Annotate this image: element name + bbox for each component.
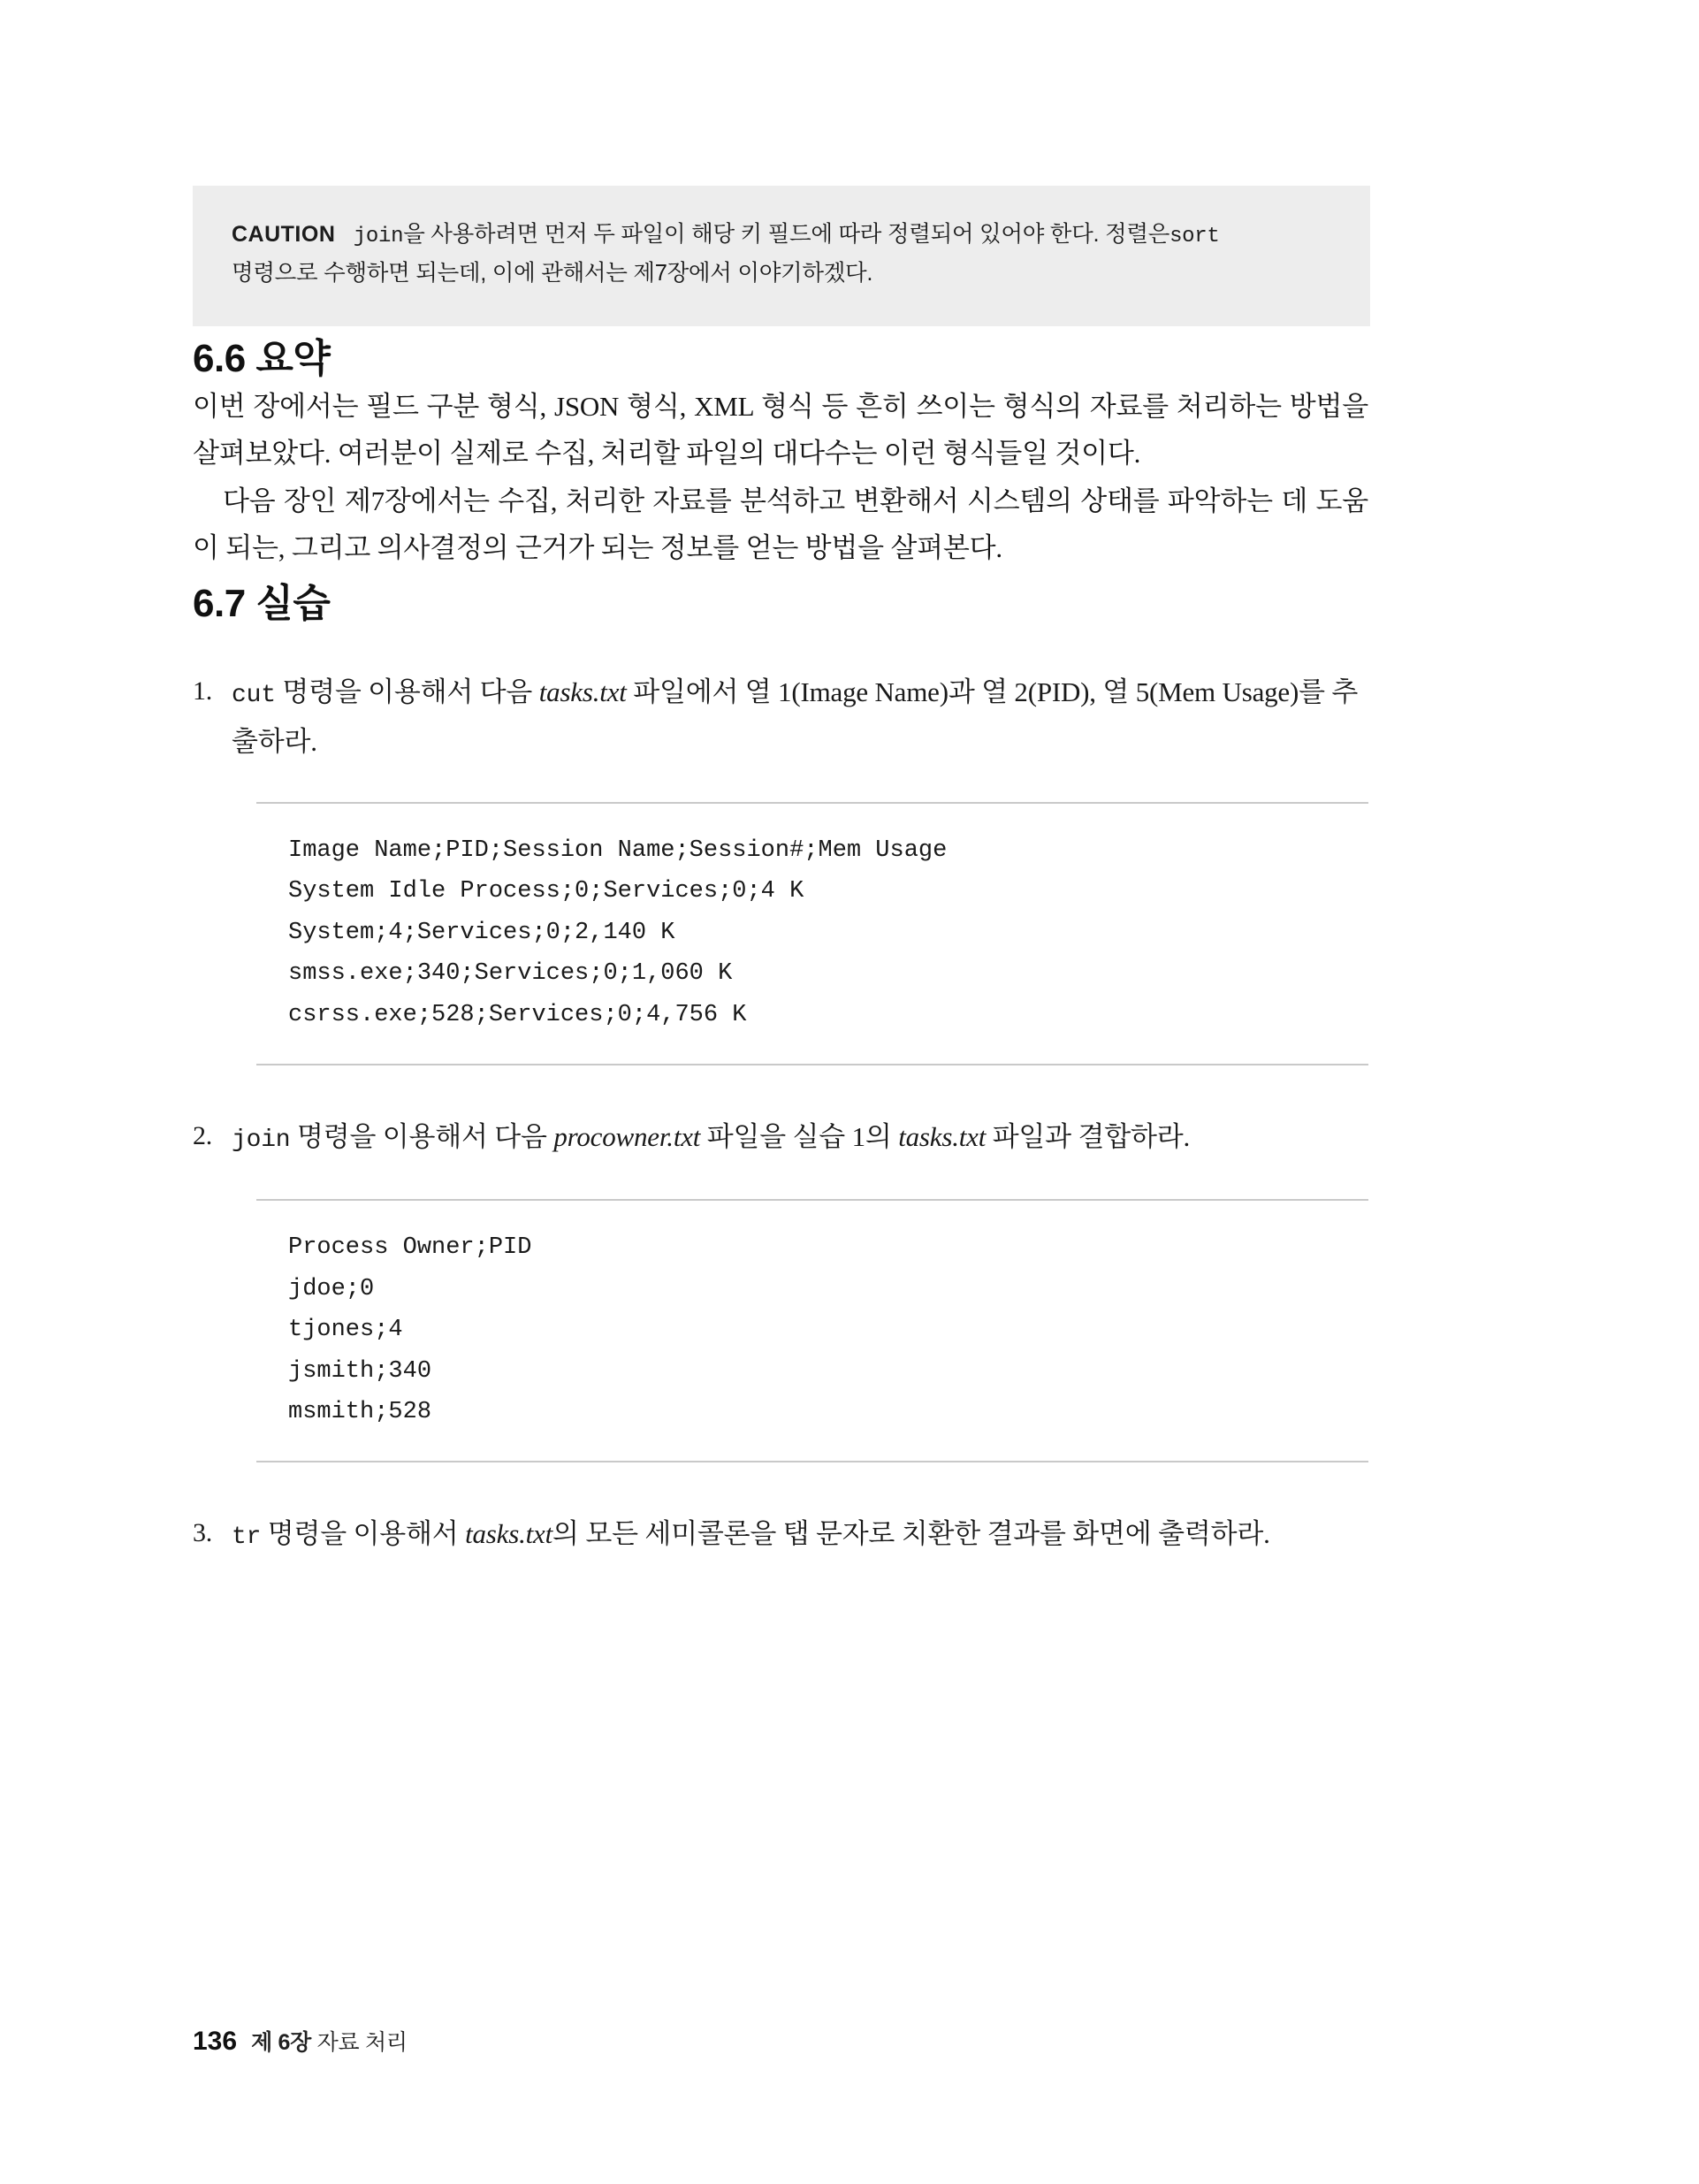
summary-paragraph-2: 다음 장인 제7장에서는 수집, 처리한 자료를 분석하고 변환해서 시스템의 상태를 파악하는 데 도움이 되는, 그리고 의사결정의 근거가 되는 정보를 얻는 방법을 살펴본다. [193, 485, 1368, 564]
exercise-1-command: cut [232, 682, 276, 710]
exercise-2-filename: procowner.txt [553, 1121, 701, 1153]
code-line: System Idle Process;0;Services;0;4 K [288, 878, 804, 905]
code-line: Process Owner;PID [288, 1234, 532, 1262]
exercise-2-text-a: 명령을 이용해서 다음 [290, 1121, 554, 1153]
code-block-procowner-txt [256, 1199, 1368, 1462]
caution-text-part1: 을 사용하려면 먼저 두 파일이 해당 키 필드에 따라 정렬되어 있어야 한다. 정렬은 [403, 222, 1170, 247]
exercise-number-3: 3. [193, 1518, 213, 1548]
exercise-1-text-a: 명령을 이용해서 다음 [275, 676, 539, 708]
caution-text-continued: 명령으로 수행하면 되는데, 이에 관해서는 제7장에서 이야기하겠다. [232, 261, 873, 286]
exercise-number-1: 1. [193, 676, 213, 706]
code-line: msmith;528 [288, 1398, 432, 1425]
exercise-2-filename-2: tasks.txt [898, 1121, 987, 1153]
code-line: tjones;4 [288, 1317, 403, 1344]
footer-chapter-name: 자료 처리 [316, 2030, 408, 2055]
summary-paragraph-1: 이번 장에서는 필드 구분 형식, JSON 형식, XML 형식 등 흔히 쓰이는 형식의 자료를 처리하는 방법을 살펴보았다. 여러분이 실제로 수집, 처리할 파일의 대다수는 이런 형식들일 것이다. [193, 391, 1368, 470]
page-number: 136 [193, 2027, 238, 2056]
heading-exercises: 6.7 실습 [193, 582, 331, 626]
heading-summary: 6.6 요약 [193, 337, 331, 381]
list-item [193, 1510, 1368, 1559]
exercise-list [193, 668, 1368, 1559]
list-item [193, 668, 1368, 764]
exercise-text-1 [232, 668, 1368, 764]
caution-text [232, 216, 1331, 255]
caution-command-sort: sort [1169, 225, 1220, 248]
code-line: csrss.exe;528;Services;0;4,756 K [288, 1001, 747, 1028]
exercise-3-filename: tasks.txt [465, 1518, 553, 1550]
caution-callout [193, 186, 1370, 326]
exercise-2-text-c: 파일과 결합하라. [986, 1121, 1191, 1153]
exercise-3-command: tr [232, 1523, 262, 1552]
code-line: jsmith;340 [288, 1357, 432, 1385]
exercise-2-text-b: 파일을 실습 1의 [700, 1121, 899, 1153]
spacer [193, 1065, 1368, 1113]
exercise-2-command: join [232, 1126, 291, 1155]
exercise-text-3 [232, 1510, 1368, 1559]
footer-chapter-title [251, 2025, 408, 2057]
code-line: smss.exe;340;Services;0;1,060 K [288, 960, 733, 988]
exercise-text-2 [232, 1113, 1368, 1162]
code-line: System;4;Services;0;2,140 K [288, 919, 675, 946]
page-content [193, 0, 1368, 1560]
list-item [193, 1113, 1368, 1162]
exercise-1-filename: tasks.txt [538, 676, 627, 708]
code-block-tasks-txt [256, 802, 1368, 1065]
caution-command-join: join [353, 225, 404, 248]
page-footer [193, 2025, 408, 2057]
exercise-3-text-b: 의 모든 세미콜론을 탭 문자로 치환한 결과를 화면에 출력하라. [552, 1518, 1270, 1550]
exercise-number-2: 2. [193, 1121, 213, 1151]
code-line: jdoe;0 [288, 1275, 375, 1302]
code-line: Image Name;PID;Session Name;Session#;Mem Usage [288, 836, 948, 864]
spacer [193, 1462, 1368, 1510]
footer-chapter-label: 제 6장 [251, 2030, 312, 2055]
exercise-1-text-b: 파일에서 열 1(Image Name)과 열 2(PID), 열 5(Mem Usage)를 추출하라. [232, 676, 1359, 757]
exercise-3-text-a: 명령을 이용해서 [261, 1518, 466, 1550]
caution-label: CAUTION [232, 222, 336, 247]
